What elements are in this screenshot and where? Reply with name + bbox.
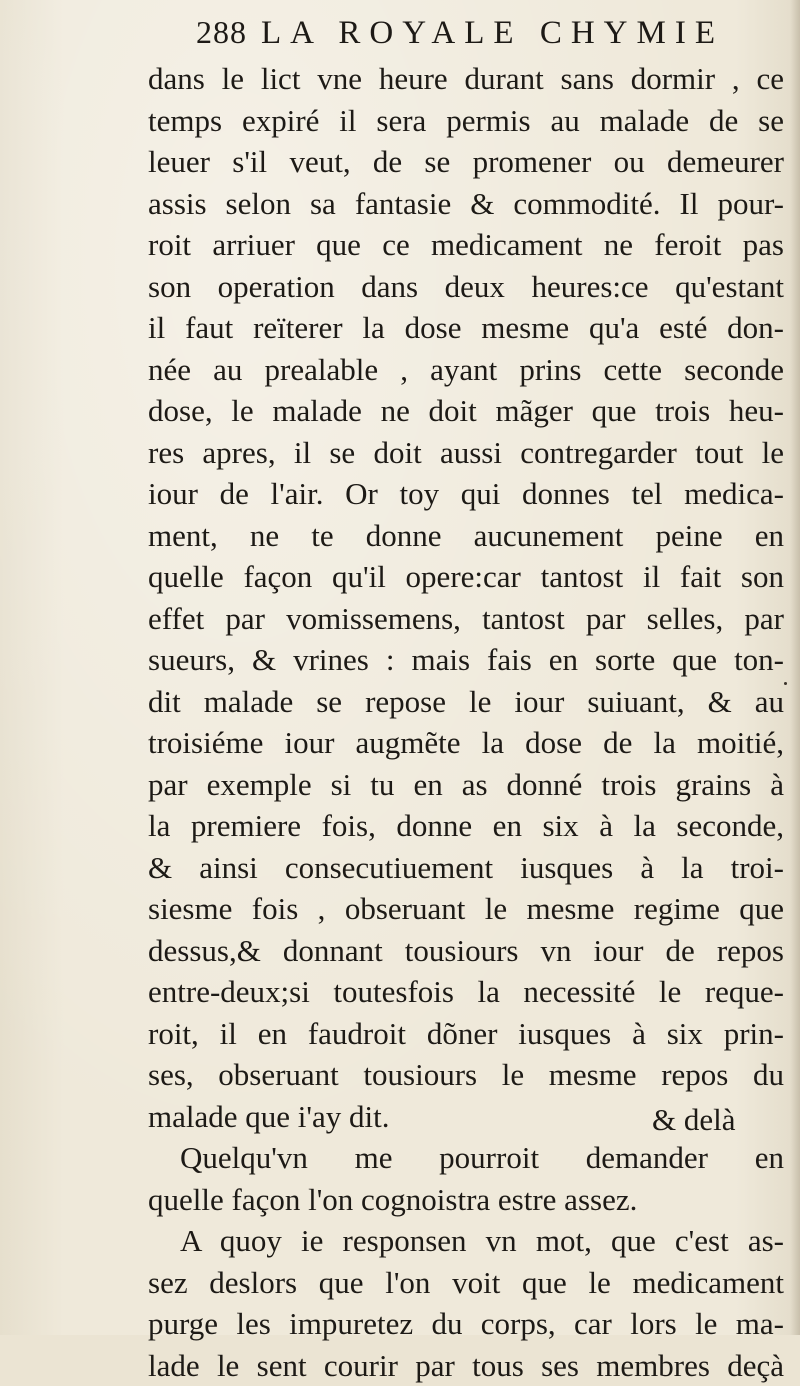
text-line: lade le sent courir par tous ses membres deçà: [148, 1345, 784, 1386]
text-line: & ainsi consecutiuement iusques à la troi-: [148, 847, 784, 889]
page-edge-shadow: [790, 0, 800, 1335]
text-line: la premiere fois, donne en six à la seconde,: [148, 805, 784, 847]
text-line: ment, ne te donne aucunement peine en: [148, 515, 784, 557]
text-line: effet par vomissemens, tantost par selles, par: [148, 598, 784, 640]
text-line: leuer s'il veut, de se promener ou demeurer: [148, 141, 784, 183]
text-line: dit malade se repose le iour suiuant, & au: [148, 681, 784, 723]
catchword: & delà: [652, 1102, 736, 1138]
text-line: assis selon sa fantasie & commodité. Il pour-: [148, 183, 784, 225]
text-line: sueurs, & vrines : mais fais en sorte que ton-: [148, 639, 784, 681]
paragraph-start-line: Quelqu'vn me pourroit demander en: [148, 1137, 784, 1179]
page-number: 288: [196, 14, 247, 51]
text-line: dans le lict vne heure durant sans dormir , ce: [148, 58, 784, 100]
paragraph-end-line: malade que i'ay dit.: [148, 1096, 784, 1138]
paragraph-start-line: A quoy ie responsen vn mot, que c'est as-: [148, 1220, 784, 1262]
ink-speck: [784, 682, 787, 685]
running-title: LA ROYALE CHYMIE: [261, 15, 724, 52]
text-line: son operation dans deux heures:ce qu'estant: [148, 266, 784, 308]
text-line: iour de l'air. Or toy qui donnes tel medica-: [148, 473, 784, 515]
text-line: roit arriuer que ce medicament ne feroit pas: [148, 224, 784, 266]
text-line: il faut reïterer la dose mesme qu'a esté don-: [148, 307, 784, 349]
text-line: troisiéme iour augmẽte la dose de la moitié,: [148, 722, 784, 764]
text-line: quelle façon qu'il opere:car tantost il fait son: [148, 556, 784, 598]
text-line: sez deslors que l'on voit que le medicament: [148, 1262, 784, 1304]
text-line: siesme fois , obseruant le mesme regime que: [148, 888, 784, 930]
text-line: née au prealable , ayant prins cette seconde: [148, 349, 784, 391]
text-line: roit, il en faudroit dõner iusques à six prin-: [148, 1013, 784, 1055]
text-line: dose, le malade ne doit mãger que trois heu-: [148, 390, 784, 432]
text-line: res apres, il se doit aussi contregarder tout le: [148, 432, 784, 474]
text-line: par exemple si tu en as donné trois grains à: [148, 764, 784, 806]
paragraph-end-line: quelle façon l'on cognoistra estre assez.: [148, 1179, 784, 1221]
page-header: [196, 14, 724, 58]
text-line: purge les impuretez du corps, car lors le ma-: [148, 1303, 784, 1345]
text-line: ses, obseruant tousiours le mesme repos du: [148, 1054, 784, 1096]
text-line: dessus,& donnant tousiours vn iour de repos: [148, 930, 784, 972]
text-line: temps expiré il sera permis au malade de se: [148, 100, 784, 142]
body-text: [148, 58, 784, 1386]
text-line: entre-deux;si toutesfois la necessité le reque-: [148, 971, 784, 1013]
